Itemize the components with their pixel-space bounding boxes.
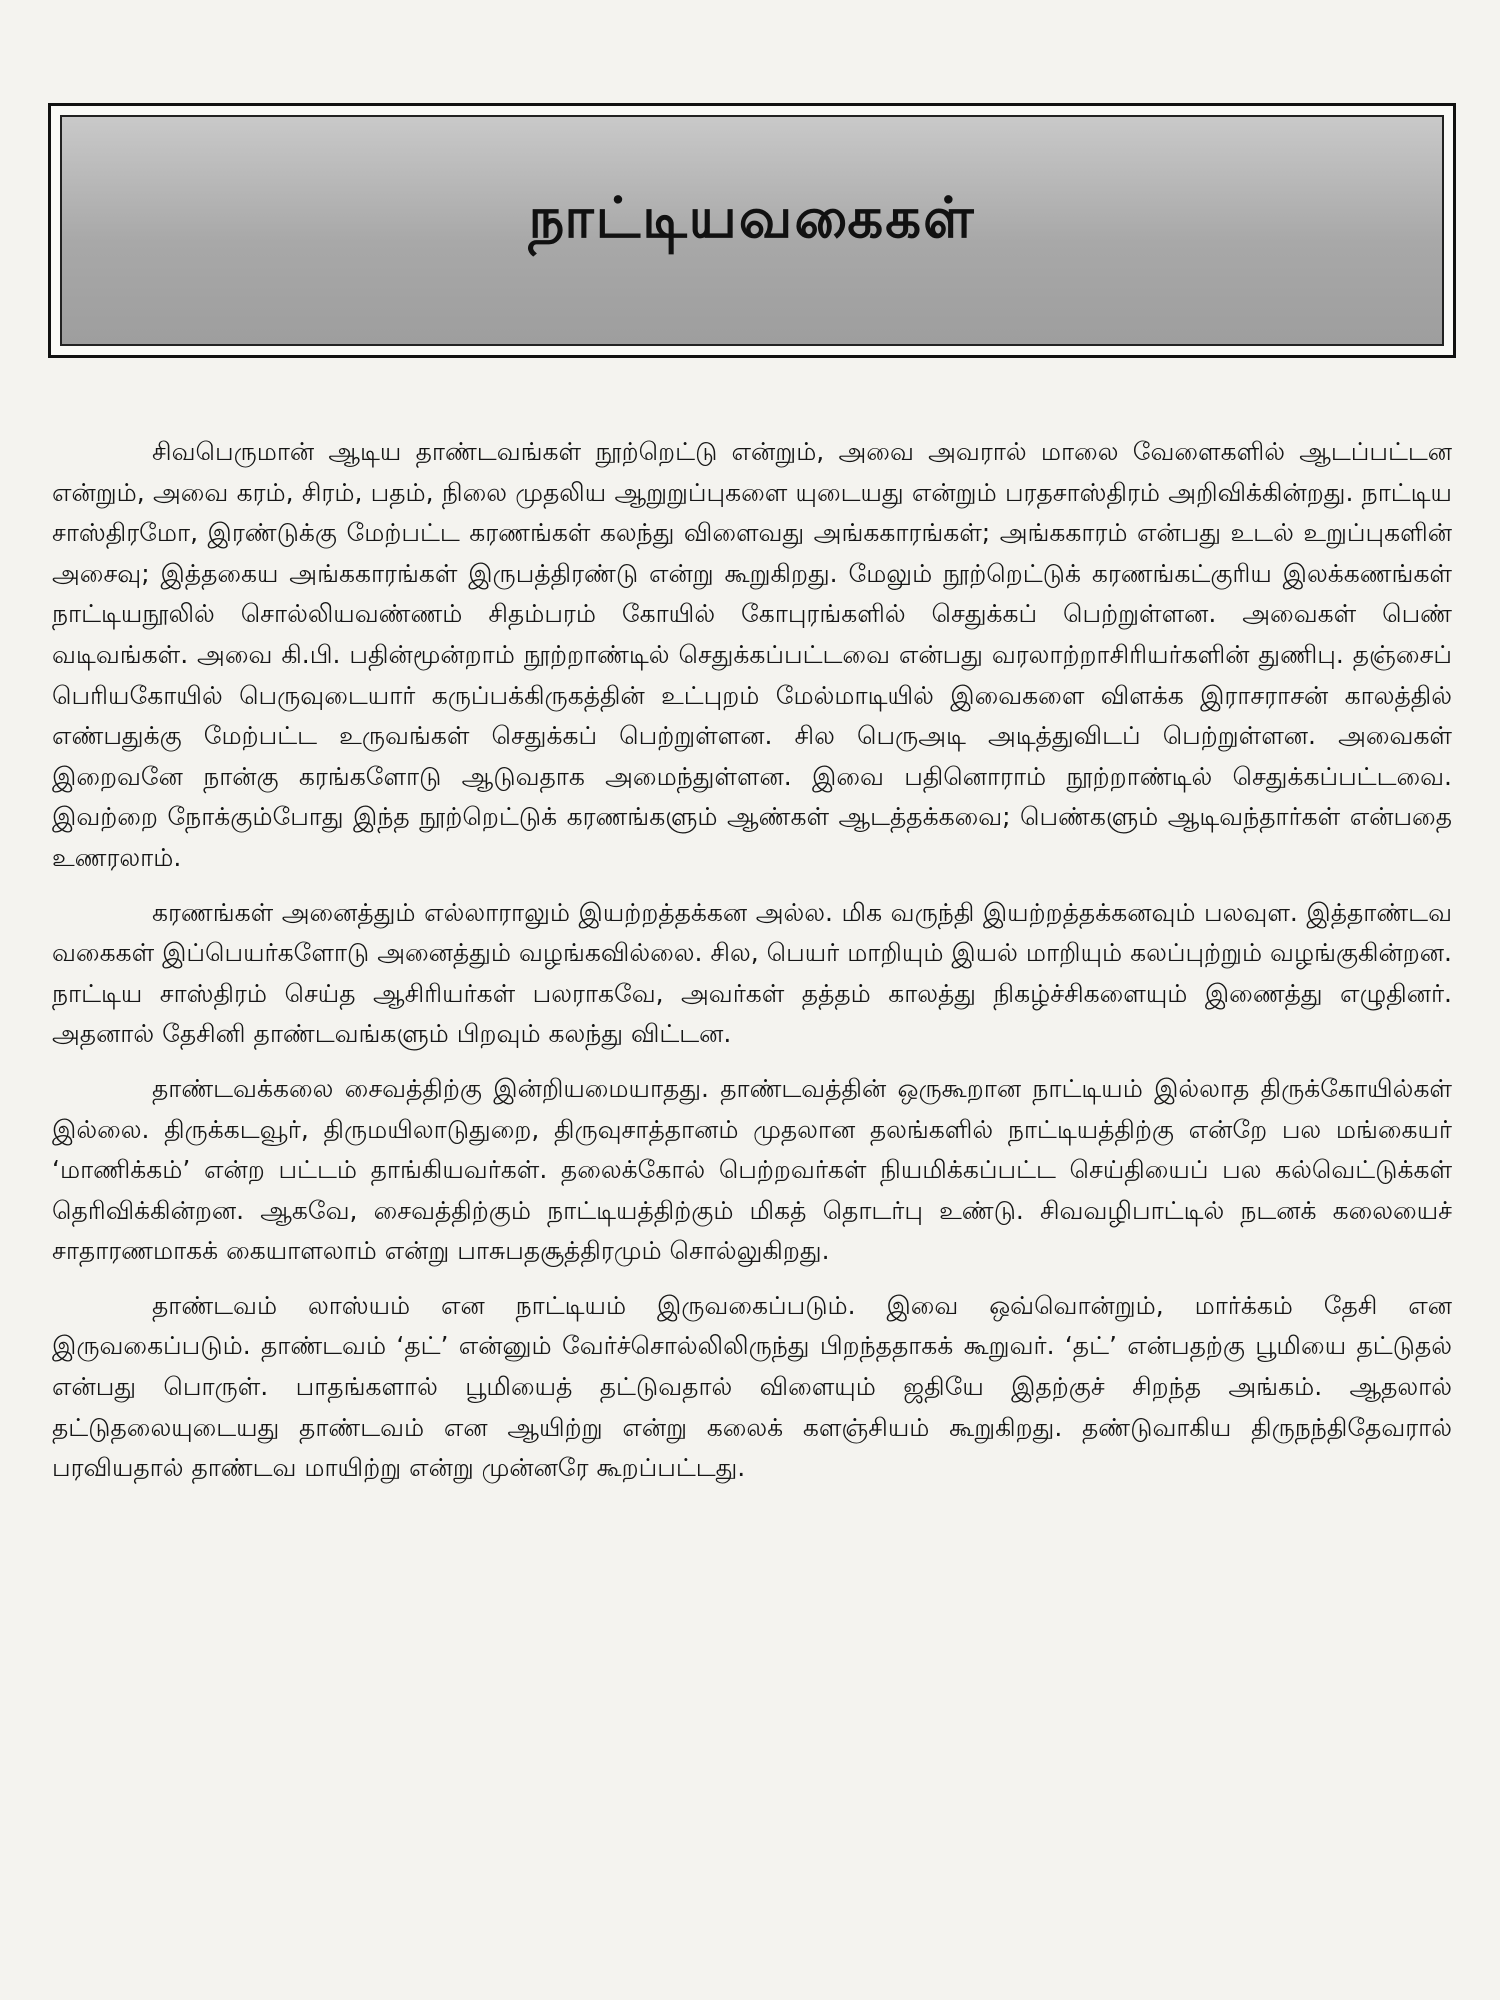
paragraph-2: கரணங்கள் அனைத்தும் எல்லாராலும் இயற்றத்தக்கன அல்ல. மிக வருந்தி இயற்றத்தக்கனவும் பலவுள. இத்தாண்டவ வகைகள் இப்பெயர்களோடு அனைத்தும் வழங்கவில்லை. சில, பெயர் மாறியும் இயல் மாறியும் கலப்புற்றும் வழங்குகின்றன. நாட்டிய சாஸ்திரம் செய்த ஆசிரியர்கள் பலராகவே, அவர்கள் தத்தம் காலத்து நிகழ்ச்சிகளையும் இணைத்து எழுதினர். அதனால் தேசினி தாண்டவங்களும் பிறவும் கலந்து விட்டன. — [52, 897, 1452, 1049]
paragraph-1: சிவபெருமான் ஆடிய தாண்டவங்கள் நூற்றெட்டு என்றும், அவை அவரால் மாலை வேளைகளில் ஆடப்பட்டன என்றும், அவை கரம், சிரம், பதம், நிலை முதலிய ஆறுறுப்புகளை யுடையது என்றும் பரதசாஸ்திரம் அறிவிக்கின்றது. நாட்டிய சாஸ்திரமோ, இரண்டுக்கு மேற்பட்ட கரணங்கள் கலந்து விளைவது அங்ககாரங்கள்; அங்ககாரம் என்பது உடல் உறுப்புகளின் அசைவு; இத்தகைய அங்ககாரங்கள் இருபத்திரண்டு என்று கூறுகிறது. மேலும் நூற்றெட்டுக் கரணங்கட்குரிய இலக்கணங்கள் நாட்டியநூலில் சொல்லியவண்ணம் சிதம்பரம் கோயில் கோபுரங்களில் செதுக்கப் பெற்றுள்ளன. அவைகள் பெண் வடிவங்கள். அவை கி.பி. பதின்மூன்றாம் நூற்றாண்டில் செதுக்கப்பட்டவை என்பது வரலாற்றாசிரியர்களின் துணிபு. தஞ்சைப் பெரியகோயில் பெருவுடையார் கருப்பக்கிருகத்தின் உட்புறம் மேல்மாடியில் இவைகளை விளக்க இராசராசன் காலத்தில் எண்பதுக்கு மேற்பட்ட உருவங்கள் செதுக்கப் பெற்றுள்ளன. சில பெருஅடி அடித்துவிடப் பெற்றுள்ளன. அவைகள் இறைவனே நான்கு கரங்களோடு ஆடுவதாக அமைந்துள்ளன. இவை பதினொராம் நூற்றாண்டில் செதுக்கப்பட்டவை. இவற்றை நோக்கும்போது இந்த நூற்றெட்டுக் கரணங்களும் ஆண்கள் ஆடத்தக்கவை; பெண்களும் ஆடிவந்தார்கள் என்பதை உணரலாம். — [52, 437, 1452, 872]
paragraph-3: தாண்டவக்கலை சைவத்திற்கு இன்றியமையாதது. தாண்டவத்தின் ஒருகூறான நாட்டியம் இல்லாத திருக்கோயில்கள் இல்லை. திருக்கடவூர், திருமயிலாடுதுறை, திருவுசாத்தானம் முதலான தலங்களில் நாட்டியத்திற்கு என்றே பல மங்கையர் ‘மாணிக்கம்’ என்ற பட்டம் தாங்கியவர்கள். தலைக்கோல் பெற்றவர்கள் நியமிக்கப்பட்ட செய்தியைப் பல கல்வெட்டுக்கள் தெரிவிக்கின்றன. ஆகவே, சைவத்திற்கும் நாட்டியத்திற்கும் மிகத் தொடர்பு உண்டு. சிவவழிபாட்டில் நடனக் கலையைச் சாதாரணமாகக் கையாளலாம் என்று பாசுபதசூத்திரமும் சொல்லுகிறது. — [52, 1073, 1452, 1266]
title-box — [48, 103, 1456, 358]
paragraph-4: தாண்டவம் லாஸ்யம் என நாட்டியம் இருவகைப்படும். இவை ஒவ்வொன்றும், மார்க்கம் தேசி என இருவகைப்படும். தாண்டவம் ‘தட்’ என்னும் வேர்ச்சொல்லிலிருந்து பிறந்ததாகக் கூறுவர். ‘தட்’ என்பதற்கு பூமியை தட்டுதல் என்பது பொருள். பாதங்களால் பூமியைத் தட்டுவதால் விளையும் ஜதியே இதற்குச் சிறந்த அங்கம். ஆதலால் தட்டுதலையுடையது தாண்டவம் என ஆயிற்று என்று கலைக் களஞ்சியம் கூறுகிறது. தண்டுவாகிய திருநந்திதேவரால் பரவியதால் தாண்டவ மாயிற்று என்று முன்னரே கூறப்பட்டது. — [52, 1290, 1452, 1483]
page-title: நாட்டியவகைகள் — [528, 185, 976, 251]
body-text — [52, 432, 1452, 1503]
title-banner — [60, 115, 1444, 346]
